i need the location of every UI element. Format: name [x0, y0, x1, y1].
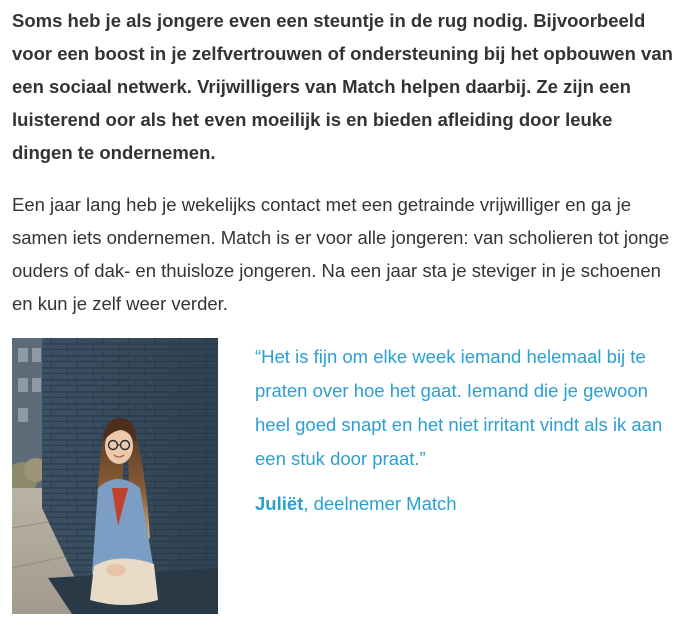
testimonial-name: Juliët	[255, 493, 304, 514]
body-paragraph: Een jaar lang heb je wekelijks contact met een getrainde vrijwilliger en ga je samen iets ondernemen. Match is er voor alle jongeren: van scholieren tot jonge ouders of dak- en thuisloze jongeren. Na een jaar sta je steviger in je schoenen en kun je zelf weer verder.	[12, 194, 670, 314]
testimonial-role: , deelnemer Match	[303, 493, 457, 514]
intro-paragraph: Soms heb je als jongere even een steuntje in de rug nodig. Bijvoorbeeld voor een boost in je zelfvertrouwen of ondersteuning bij het opbouwen van een sociaal netwerk. Vrijwilligers van Match helpen daarbij. Ze zijn een luisterend oor als het even moeilijk is en bieden afleiding door leuke dingen te ondernemen.	[12, 10, 673, 163]
testimonial-quote: “Het is fijn om elke week iemand helemaal bij te praten over hoe het gaat. Iemand die je gewoon heel goed snapt en het niet irritant vindt als ik aan een stuk door praat.”	[255, 346, 663, 469]
testimonial-attribution	[255, 487, 457, 521]
testimonial-photo	[12, 338, 218, 614]
